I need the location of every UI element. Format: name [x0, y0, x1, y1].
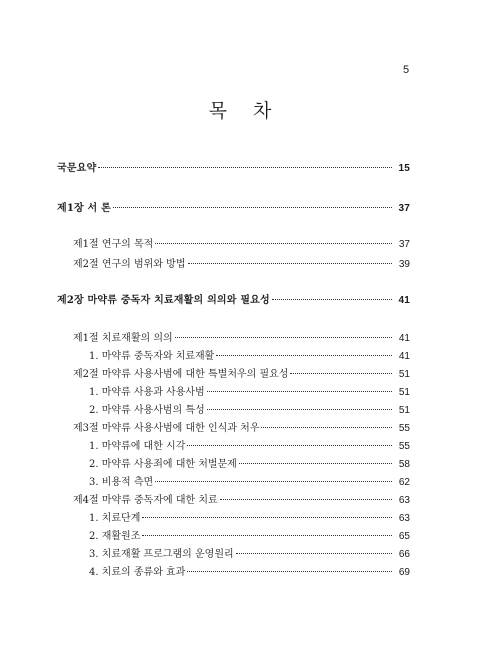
toc-entry-page: 51 [398, 369, 410, 380]
toc-entry [0, 367, 480, 383]
toc-entry-page: 62 [398, 477, 410, 488]
toc-entry [0, 565, 480, 581]
toc-entry [0, 257, 480, 273]
toc-dot-leader [207, 391, 392, 392]
toc-entry-page: 37 [398, 203, 410, 214]
toc-entry-page: 39 [398, 259, 410, 270]
toc-entry-label: 3. 치료재활 프로그램의 운영원리 [89, 549, 234, 560]
toc-entry [0, 161, 480, 177]
toc-entry-label: 4. 치료의 종류와 효과 [89, 567, 186, 578]
toc-entry-page: 15 [398, 163, 410, 174]
toc-entry [0, 529, 480, 545]
toc-entry [0, 237, 480, 253]
toc-dot-leader [216, 355, 392, 356]
page-title: 목 차 [208, 100, 282, 122]
toc-dot-leader [272, 299, 392, 300]
toc-entry [0, 511, 480, 527]
toc-entry-page: 51 [398, 405, 410, 416]
toc-dot-leader [155, 243, 392, 244]
toc-dot-leader [98, 167, 392, 168]
toc-dot-leader [187, 571, 392, 572]
page-number: 5 [403, 64, 410, 76]
toc-dot-leader [113, 207, 392, 208]
toc-entry-page: 63 [398, 513, 410, 524]
toc-entry-page: 66 [398, 549, 410, 560]
toc-entry-label: 2. 마약류 사용죄에 대한 처벌문제 [89, 459, 237, 470]
toc-entry-page: 41 [398, 333, 410, 344]
toc-entry-page: 65 [398, 531, 410, 542]
toc-entry-page: 69 [398, 567, 410, 578]
toc-dot-leader [187, 445, 392, 446]
toc-entry [0, 293, 480, 309]
toc-entry [0, 475, 480, 491]
toc-entry [0, 349, 480, 365]
toc-entry-page: 37 [398, 239, 410, 250]
toc-entry-page: 58 [398, 459, 410, 470]
toc-entry [0, 385, 480, 401]
toc-dot-leader [142, 535, 392, 536]
toc-entry [0, 457, 480, 473]
toc-dot-leader [290, 373, 392, 374]
toc-entry [0, 493, 480, 509]
toc-entry [0, 403, 480, 419]
toc-entry [0, 331, 480, 347]
toc-dot-leader [207, 409, 392, 410]
toc-entry-label: 제1절 연구의 목적 [73, 239, 154, 250]
toc-entry-page: 55 [398, 423, 410, 434]
toc-entry [0, 421, 480, 437]
toc-entry-label: 제2절 연구의 범위와 방법 [73, 259, 186, 270]
toc-dot-leader [188, 263, 393, 264]
toc-entry-label: 1. 마약류 중독자와 치료재활 [89, 351, 215, 362]
toc-entry-page: 41 [398, 295, 410, 306]
toc-entry-label: 제2장 마약류 중독자 치료재활의 의의와 필요성 [57, 295, 270, 306]
toc-entry-label: 1. 마약류에 대한 시각 [89, 441, 186, 452]
toc-dot-leader [142, 517, 392, 518]
toc-entry-label: 제1장 서 론 [57, 203, 111, 214]
toc-entry-page: 41 [398, 351, 410, 362]
toc-entry-label: 2. 마약류 사용사범의 특성 [89, 405, 205, 416]
toc-entry-label: 국문요약 [57, 163, 97, 174]
toc-entry-label: 제2절 마약류 사용사범에 대한 특별처우의 필요성 [73, 369, 289, 380]
toc-entry-label: 3. 비용적 측면 [89, 477, 154, 488]
toc-entry-label: 제3절 마약류 사용사범에 대한 인식과 처우 [73, 423, 260, 434]
toc-entry-label: 제1절 치료재활의 의의 [73, 333, 173, 344]
toc-entry-page: 63 [398, 495, 410, 506]
toc-entry-page: 55 [398, 441, 410, 452]
toc-dot-leader [236, 553, 392, 554]
toc-entry-label: 1. 치료단계 [89, 513, 141, 524]
toc-entry [0, 547, 480, 563]
toc-entry-label: 제4절 마약류 중독자에 대한 치료 [73, 495, 218, 506]
toc-dot-leader [261, 427, 392, 428]
toc-entry-label: 1. 마약류 사용과 사용사범 [89, 387, 205, 398]
toc-dot-leader [239, 463, 392, 464]
toc-dot-leader [220, 499, 392, 500]
toc-dot-leader [155, 481, 392, 482]
toc-dot-leader [175, 337, 392, 338]
toc-entry [0, 201, 480, 217]
toc-entry-label: 2. 재활원조 [89, 531, 141, 542]
toc-entry-page: 51 [398, 387, 410, 398]
toc-entry [0, 439, 480, 455]
